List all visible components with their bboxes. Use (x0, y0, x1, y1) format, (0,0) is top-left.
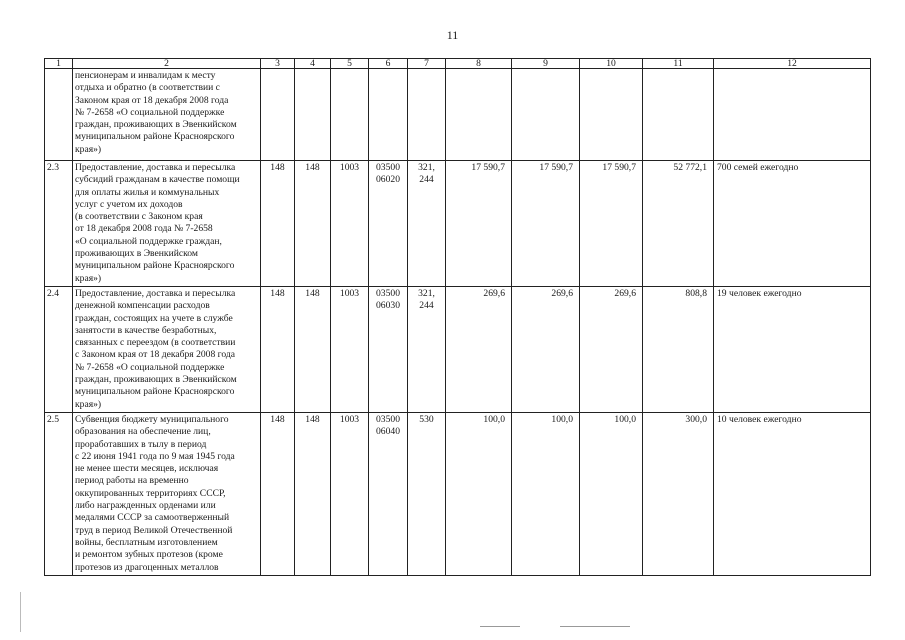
cell-col12 (714, 69, 871, 161)
header-cell: 4 (295, 59, 331, 69)
cell-col4: 148 (295, 161, 331, 287)
cell-col3 (261, 69, 295, 161)
header-cell: 5 (331, 59, 369, 69)
cell-col11: 808,8 (643, 286, 714, 412)
cell-col7: 530 (408, 412, 446, 575)
cell-col11 (643, 69, 714, 161)
cell-col10: 100,0 (580, 412, 643, 575)
header-cell: 9 (512, 59, 580, 69)
cell-col9: 17 590,7 (512, 161, 580, 287)
row-number: 2.3 (45, 161, 73, 287)
cell-col8: 100,0 (446, 412, 512, 575)
cell-col8: 269,6 (446, 286, 512, 412)
table-row (45, 412, 871, 575)
cell-col10: 269,6 (580, 286, 643, 412)
cell-col3: 148 (261, 412, 295, 575)
cell-col9: 269,6 (512, 286, 580, 412)
cell-col11: 300,0 (643, 412, 714, 575)
cell-col9 (512, 69, 580, 161)
header-cell: 11 (643, 59, 714, 69)
cell-col10 (580, 69, 643, 161)
row-number: 2.5 (45, 412, 73, 575)
header-cell: 6 (369, 59, 408, 69)
cell-col8 (446, 69, 512, 161)
cell-col6 (369, 69, 408, 161)
row-description: Субвенция бюджету муниципального образования на обеспечение лиц, проработавших в тылу в период с 22 июня 1941 года по 9 мая 1945 года не менее шести месяцев, исключая период работы на временно оккупированных территориях СССР, либо награжденных орденами или медалями СССР за самоотверженный труд в период Великой Отечественной войны, бесплатным изготовлением и ремонтом зубных протезов (кроме протезов из драгоценных металлов (73, 412, 261, 575)
cell-col3: 148 (261, 161, 295, 287)
header-cell: 12 (714, 59, 871, 69)
cell-col9: 100,0 (512, 412, 580, 575)
row-description: Предоставление, доставка и пересылка денежной компенсации расходов граждан, состоящих на учете в службе занятости в качестве безработных, связанных с переездом (в соответствии с Законом края от 18 декабря 2008 года № 7-2658 «О социальной поддержке граждан, проживающих в Эвенкийском муниципальном районе Красноярского края») (73, 286, 261, 412)
cell-col12: 10 человек ежегодно (714, 412, 871, 575)
scan-edge-mark (20, 592, 21, 632)
cell-col4: 148 (295, 286, 331, 412)
cell-col12: 19 человек ежегодно (714, 286, 871, 412)
cell-col11: 52 772,1 (643, 161, 714, 287)
cell-col5 (331, 69, 369, 161)
header-cell: 10 (580, 59, 643, 69)
header-cell: 7 (408, 59, 446, 69)
scan-bottom-mark (560, 626, 630, 627)
row-number: 2.4 (45, 286, 73, 412)
row-number (45, 69, 73, 161)
page-number: 11 (446, 28, 459, 42)
header-cell: 1 (45, 59, 73, 69)
cell-col5: 1003 (331, 161, 369, 287)
cell-col12: 700 семей ежегодно (714, 161, 871, 287)
cell-col3: 148 (261, 286, 295, 412)
cell-col7: 321, 244 (408, 286, 446, 412)
header-row (45, 59, 871, 69)
table-row (45, 161, 871, 287)
header-cell: 2 (73, 59, 261, 69)
table-row (45, 69, 871, 161)
cell-col4 (295, 69, 331, 161)
budget-table (44, 58, 871, 576)
header-cell: 3 (261, 59, 295, 69)
scan-bottom-mark (480, 626, 520, 627)
cell-col4: 148 (295, 412, 331, 575)
header-cell: 8 (446, 59, 512, 69)
cell-col5: 1003 (331, 412, 369, 575)
cell-col6: 03500 06040 (369, 412, 408, 575)
cell-col7 (408, 69, 446, 161)
table-row (45, 286, 871, 412)
cell-col6: 03500 06030 (369, 286, 408, 412)
cell-col7: 321, 244 (408, 161, 446, 287)
cell-col8: 17 590,7 (446, 161, 512, 287)
cell-col10: 17 590,7 (580, 161, 643, 287)
cell-col5: 1003 (331, 286, 369, 412)
cell-col6: 03500 06020 (369, 161, 408, 287)
row-description: пенсионерам и инвалидам к месту отдыха и обратно (в соответствии с Законом края от 18 декабря 2008 года № 7-2658 «О социальной поддержке граждан, проживающих в Эвенкийском муниципальном районе Красноярского края») (73, 69, 261, 161)
row-description: Предоставление, доставка и пересылка субсидий гражданам в качестве помощи для оплаты жилья и коммунальных услуг с учетом их доходов (в соответствии с Законом края от 18 декабря 2008 года № 7-2658 «О социальной поддержке граждан, проживающих в Эвенкийском муниципальном районе Красноярского края») (73, 161, 261, 287)
